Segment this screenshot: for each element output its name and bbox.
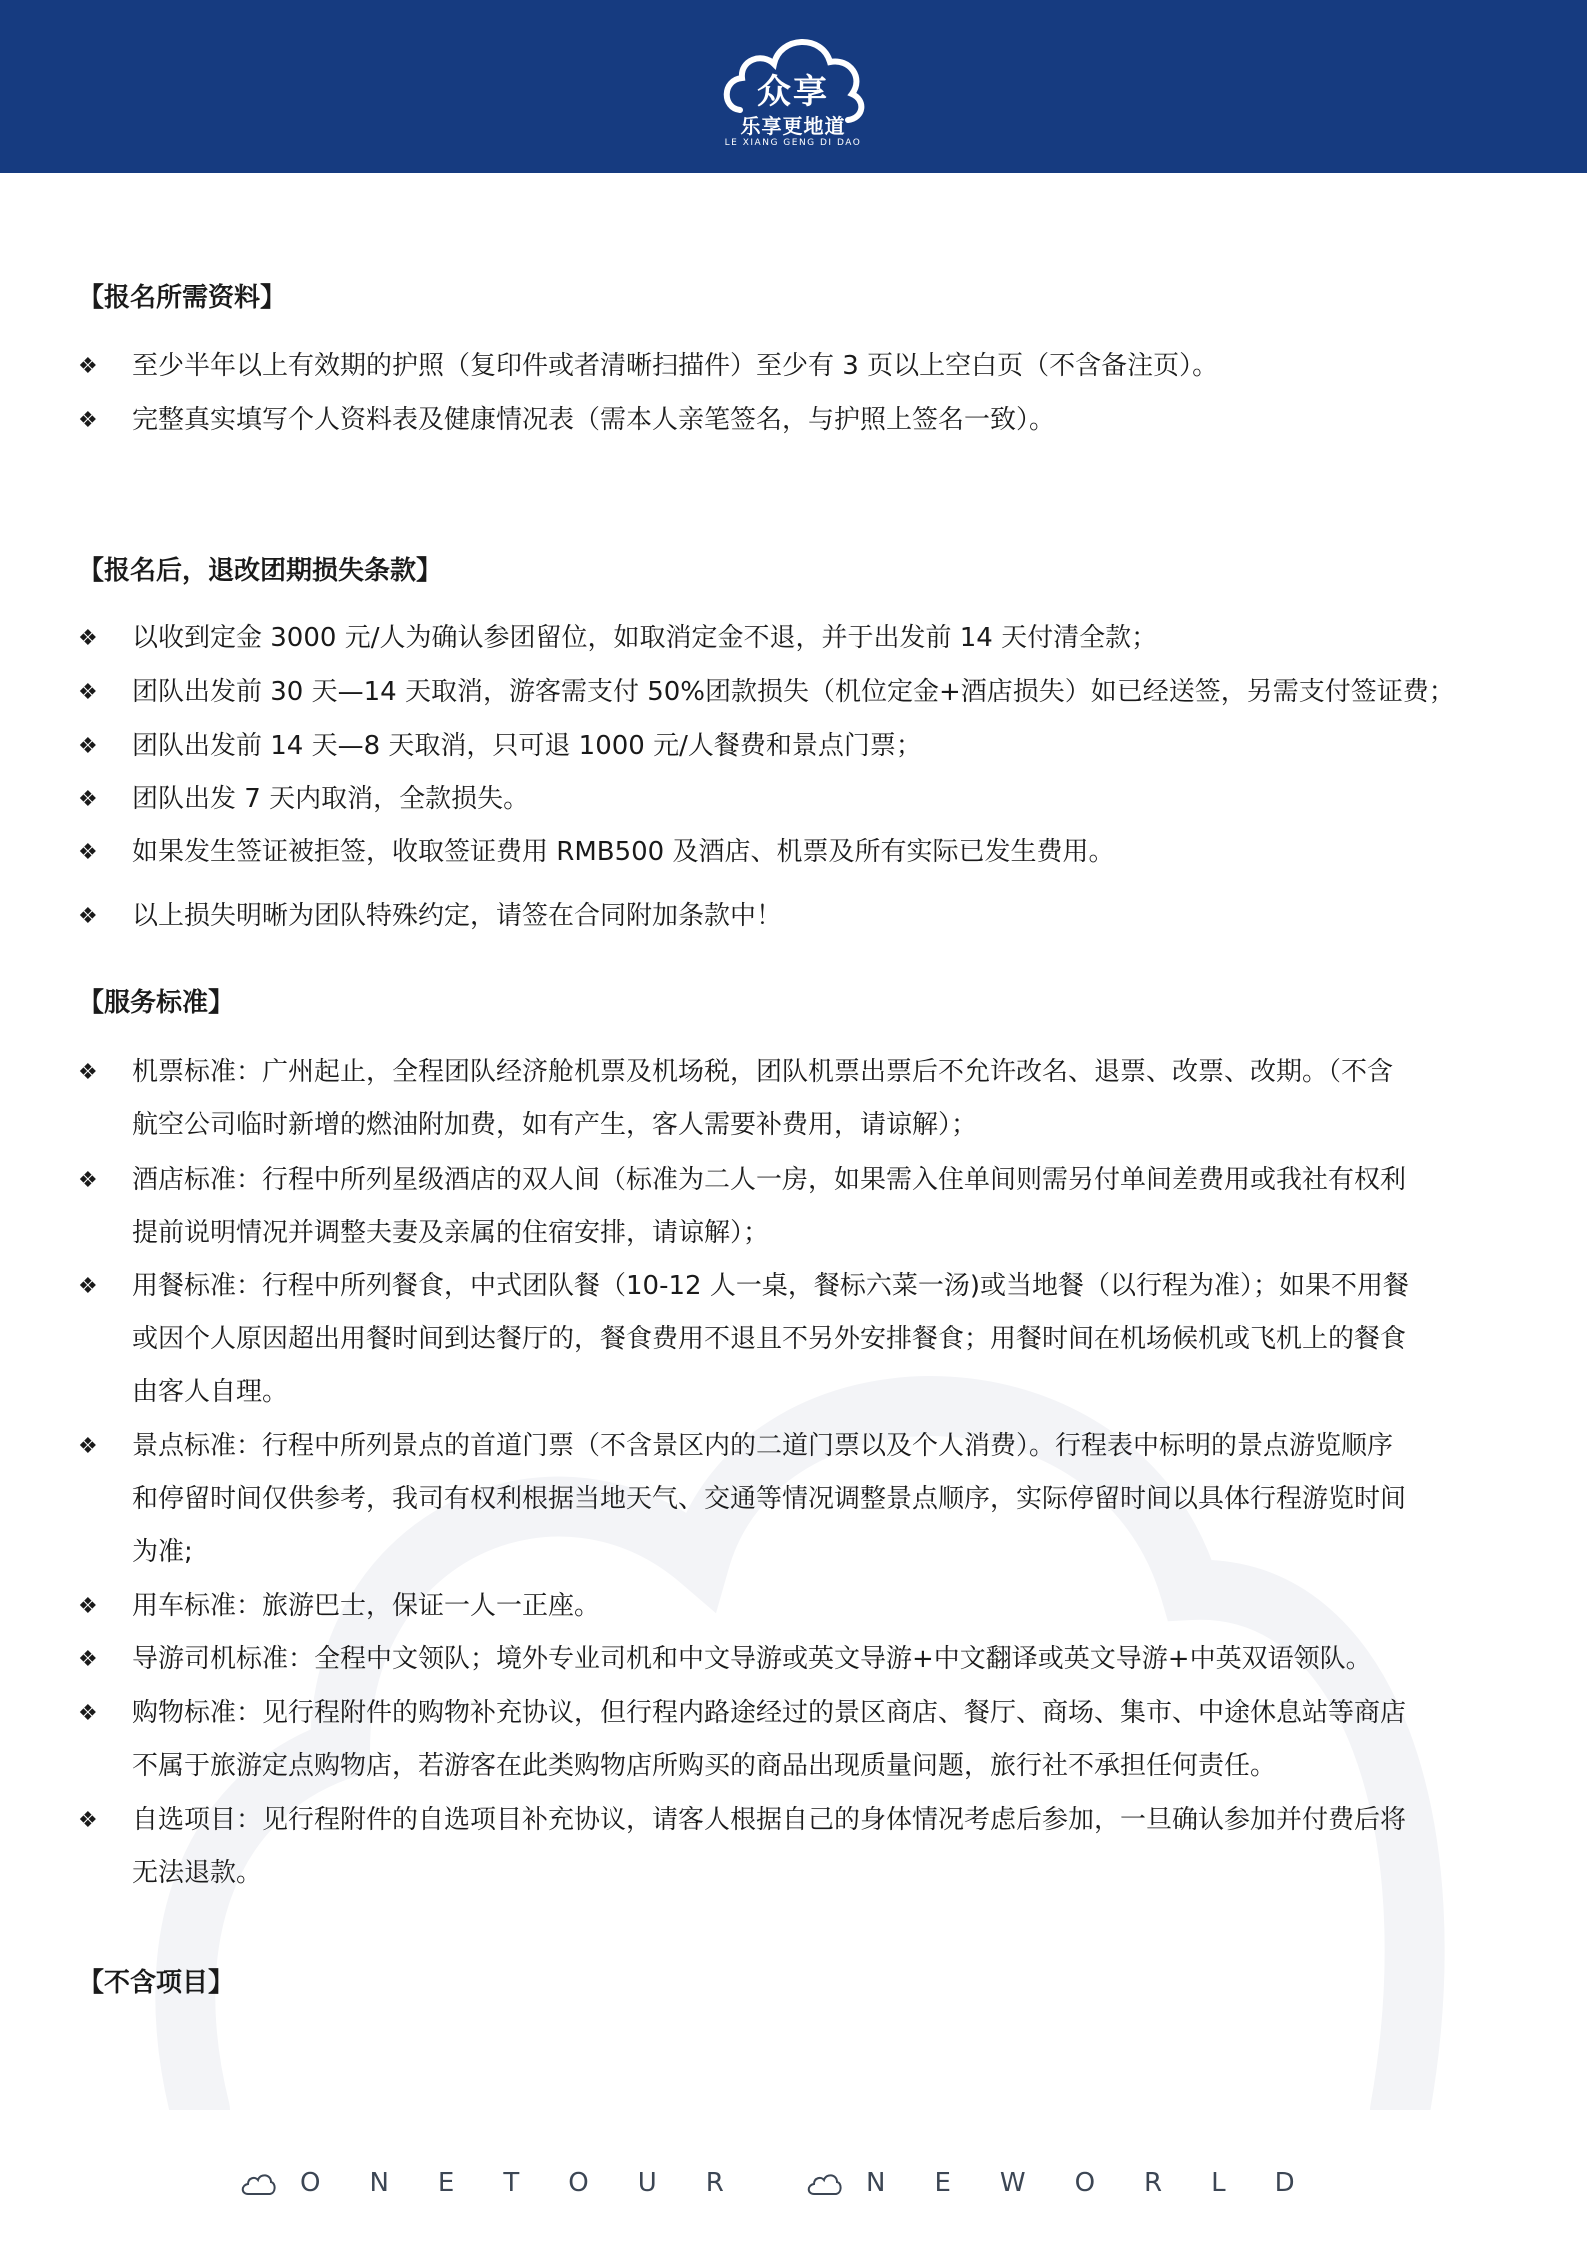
logo-main-text: 众享 [757,72,829,112]
bullet-icon: ❖ [78,1274,98,1299]
list-item-text: 不属于旅游定点购物店，若游客在此类购物店所购买的商品出现质量问题，旅行社不承担任何责任。 [132,1751,1277,1781]
list-item-text: 团队出发 7 天内取消，全款损失。 [132,784,530,814]
list-item-text: 如果发生签证被拒签，收取签证费用 RMB500 及酒店、机票及所有实际已发生费用。 [132,837,1115,867]
bullet-icon: ❖ [78,840,98,865]
section-title-cancellation: 【报名后，退改团期损失条款】 [78,556,443,586]
list-item-text: 团队出发前 30 天—14 天取消，游客需支付 50%团款损失（机位定金+酒店损失）如已经送签，另需支付签证费； [132,677,1455,707]
list-item-text: 为准; [132,1537,193,1567]
list-item-text: 以上损失明晰为团队特殊约定，请签在合同附加条款中！ [132,901,783,931]
bullet-icon: ❖ [78,1808,98,1833]
bullet-icon: ❖ [78,904,98,929]
list-item-text: 和停留时间仅供参考，我司有权利根据当地天气、交通等情况调整景点顺序，实际停留时间以具体行程游览时间 [132,1484,1407,1514]
list-item-text: 自选项目：见行程附件的自选项目补充协议，请客人根据自己的身体情况考虑后参加，一旦确认参加并付费后将 [132,1805,1407,1835]
bullet-icon: ❖ [78,787,98,812]
bullet-icon: ❖ [78,1168,98,1193]
bullet-icon: ❖ [78,680,98,705]
list-item-text: 由客人自理。 [132,1377,289,1407]
section-title-registration: 【报名所需资料】 [78,283,287,313]
list-item-text: 购物标准：见行程附件的购物补充协议，但行程内路途经过的景区商店、餐厅、商场、集市、中途休息站等商店 [132,1698,1407,1728]
list-item-text: 用车标准：旅游巴士，保证一人一正座。 [132,1591,601,1621]
cloud-icon [806,2172,842,2198]
list-item-text: 至少半年以上有效期的护照（复印件或者清晰扫描件）至少有 3 页以上空白页（不含备注页）。 [132,351,1219,381]
list-item-text: 提前说明情况并调整夫妻及亲属的住宿安排，请谅解）； [132,1218,770,1248]
section-title-exclusions: 【不含项目】 [78,1968,235,1998]
footer-right-text: NEWORLD [866,2168,1344,2198]
bullet-icon: ❖ [78,1594,98,1619]
list-item-text: 团队出发前 14 天—8 天取消，只可退 1000 元/人餐费和景点门票； [132,731,922,761]
list-item-text: 用餐标准：行程中所列餐食，中式团队餐（10-12 人一桌，餐标六菜一汤)或当地餐（以行程为准）；如果不用餐 [132,1271,1409,1301]
page-header [0,0,1587,173]
list-item-text: 景点标准：行程中所列景点的首道门票（不含景区内的二道门票以及个人消费）。行程表中标明的景点游览顺序 [132,1431,1394,1461]
list-item-text: 无法退款。 [132,1858,263,1888]
bullet-icon: ❖ [78,1701,98,1726]
list-item-text: 完整真实填写个人资料表及健康情况表（需本人亲笔签名，与护照上签名一致）。 [132,405,1056,435]
bullet-icon: ❖ [78,408,98,433]
list-item-text: 机票标准：广州起止，全程团队经济舱机票及机场税，团队机票出票后不允许改名、退票、改票、改期。（不含 [132,1057,1394,1087]
list-item-text: 航空公司临时新增的燃油附加费，如有产生，客人需要补费用，请谅解）； [132,1110,978,1140]
bullet-icon: ❖ [78,354,98,379]
section-title-service-standards: 【服务标准】 [78,988,235,1018]
list-item-text: 或因个人原因超出用餐时间到达餐厅的，餐食费用不退且不另外安排餐食；用餐时间在机场候机或飞机上的餐食 [132,1324,1407,1354]
bullet-icon: ❖ [78,626,98,651]
brand-logo [718,22,868,152]
list-item-text: 酒店标准：行程中所列星级酒店的双人间（标准为二人一房，如果需入住单间则需另付单间差费用或我社有权利 [132,1165,1407,1195]
bullet-icon: ❖ [78,1060,98,1085]
logo-pinyin: LE XIANG GENG DI DAO [724,138,862,148]
cloud-icon [240,2172,276,2198]
page-footer [0,2160,1587,2210]
bullet-icon: ❖ [78,1647,98,1672]
bullet-icon: ❖ [78,1434,98,1459]
footer-left-text: ONETOUR [300,2168,773,2198]
list-item-text: 导游司机标准：全程中文领队；境外专业司机和中文导游或英文导游+中文翻译或英文导游+中英双语领队。 [132,1644,1372,1674]
list-item-text: 以收到定金 3000 元/人为确认参团留位，如取消定金不退，并于出发前 14 天付清全款； [132,623,1158,653]
bullet-icon: ❖ [78,734,98,759]
logo-slogan: 乐享更地道 [740,114,846,138]
